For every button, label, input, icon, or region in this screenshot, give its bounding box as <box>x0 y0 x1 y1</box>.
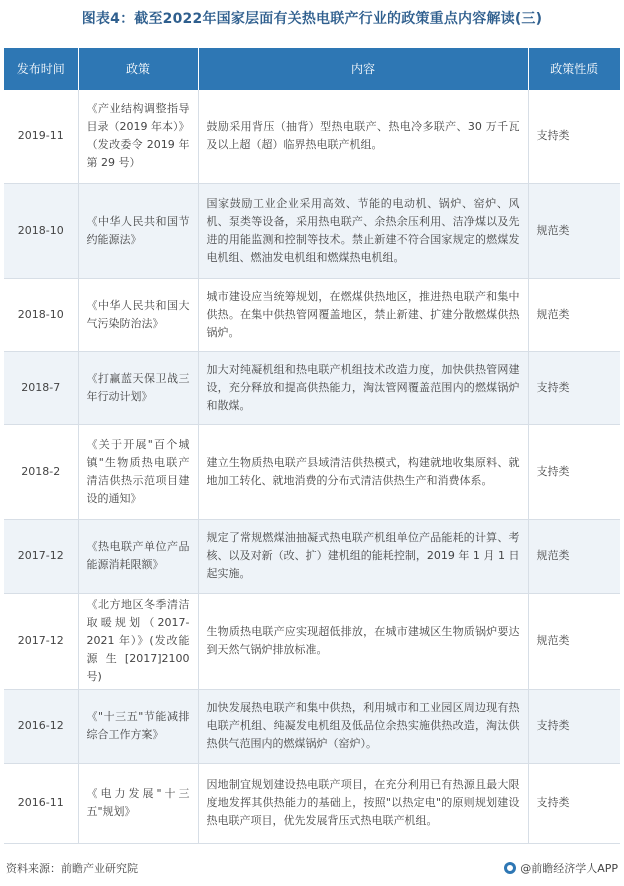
header-content: 内容 <box>198 48 528 90</box>
cell-nature: 规范类 <box>528 278 620 351</box>
cell-policy: 《打赢蓝天保卫战三年行动计划》 <box>78 351 198 424</box>
cell-date: 2018-10 <box>4 183 78 278</box>
table-row <box>4 278 620 351</box>
brand-label: @前瞻经济学人APP <box>520 862 618 875</box>
table-row <box>4 183 620 278</box>
source-note: 资料来源：前瞻产业研究院 <box>6 862 138 875</box>
cell-content: 鼓励采用背压（抽背）型热电联产、热电冷多联产、30 万千瓦及以上超（超）临界热电联产机组。 <box>198 90 528 183</box>
cell-date: 2018-7 <box>4 351 78 424</box>
table-row <box>4 351 620 424</box>
cell-content: 规定了常规燃煤油抽凝式热电联产机组单位产品能耗的计算、考核、以及对新（改、扩）建机组的能耗控制，2019 年 1 月 1 日起实施。 <box>198 519 528 593</box>
cell-date: 2017-12 <box>4 519 78 593</box>
cell-nature: 支持类 <box>528 90 620 183</box>
cell-policy: 《中华人民共和国节约能源法》 <box>78 183 198 278</box>
cell-nature: 支持类 <box>528 689 620 763</box>
cell-policy: 《"十三五"节能减排综合工作方案》 <box>78 689 198 763</box>
cell-nature: 支持类 <box>528 763 620 843</box>
brand-logo-icon <box>504 862 516 874</box>
cell-date: 2018-2 <box>4 424 78 519</box>
cell-policy: 《关于开展"百个城镇"生物质热电联产清洁供热示范项目建设的通知》 <box>78 424 198 519</box>
table-row <box>4 593 620 689</box>
cell-date: 2017-12 <box>4 593 78 689</box>
cell-content: 因地制宜规划建设热电联产项目，在充分利用已有热源且最大限度地发挥其供热能力的基础上，按照"以热定电"的原则规划建设热电联产项目，优先发展背压式热电联产机组。 <box>198 763 528 843</box>
table-row <box>4 689 620 763</box>
cell-policy: 《北方地区冬季清洁取暖规划（2017-2021 年）》(发改能源生[2017]2100 号) <box>78 593 198 689</box>
page-title: 图表4：截至2022年国家层面有关热电联产行业的政策重点内容解读(三) <box>81 11 543 27</box>
cell-content: 建立生物质热电联产县域清洁供热模式，构建就地收集原料、就地加工转化、就地消费的分布式清洁供热生产和消费体系。 <box>198 424 528 519</box>
table-row <box>4 90 620 183</box>
cell-policy: 《中华人民共和国大气污染防治法》 <box>78 278 198 351</box>
table-row <box>4 424 620 519</box>
table-row <box>4 519 620 593</box>
cell-policy: 《热电联产单位产品能源消耗限额》 <box>78 519 198 593</box>
cell-date: 2018-10 <box>4 278 78 351</box>
cell-nature: 支持类 <box>528 424 620 519</box>
cell-policy: 《电力发展"十三五"规划》 <box>78 763 198 843</box>
table-row <box>4 763 620 843</box>
cell-content: 加快发展热电联产和集中供热，利用城市和工业园区周边现有热电联产机组、纯凝发电机组及低品位余热实施供热改造，淘汰供热供气范围内的燃煤锅炉（窑炉）。 <box>198 689 528 763</box>
header-date: 发布时间 <box>4 48 78 90</box>
cell-nature: 规范类 <box>528 183 620 278</box>
table-header-row <box>4 48 620 90</box>
header-nature: 政策性质 <box>528 48 620 90</box>
cell-nature: 支持类 <box>528 351 620 424</box>
cell-content: 生物质热电联产应实现超低排放，在城市建城区生物质锅炉要达到天然气锅炉排放标准。 <box>198 593 528 689</box>
header-policy: 政策 <box>78 48 198 90</box>
brand-mark <box>504 860 618 876</box>
policy-table <box>4 48 620 844</box>
cell-date: 2016-11 <box>4 763 78 843</box>
cell-date: 2016-12 <box>4 689 78 763</box>
cell-nature: 规范类 <box>528 593 620 689</box>
cell-date: 2019-11 <box>4 90 78 183</box>
cell-content: 国家鼓励工业企业采用高效、节能的电动机、锅炉、窑炉、风机、泵类等设备，采用热电联产、余热余压利用、洁净煤以及先进的用能监测和控制等技术。禁止新建不符合国家规定的燃煤发电机组、燃油发电机组和燃煤热电机组。 <box>198 183 528 278</box>
cell-policy: 《产业结构调整指导目录（2019 年本）》（发改委令 2019 年第 29 号） <box>78 90 198 183</box>
cell-content: 城市建设应当统筹规划，在燃煤供热地区，推进热电联产和集中供热。在集中供热管网覆盖地区，禁止新建、扩建分散燃煤供热锅炉。 <box>198 278 528 351</box>
cell-content: 加大对纯凝机组和热电联产机组技术改造力度，加快供热管网建设，充分释放和提高供热能力，淘汰管网覆盖范围内的燃煤锅炉和散煤。 <box>198 351 528 424</box>
cell-nature: 规范类 <box>528 519 620 593</box>
